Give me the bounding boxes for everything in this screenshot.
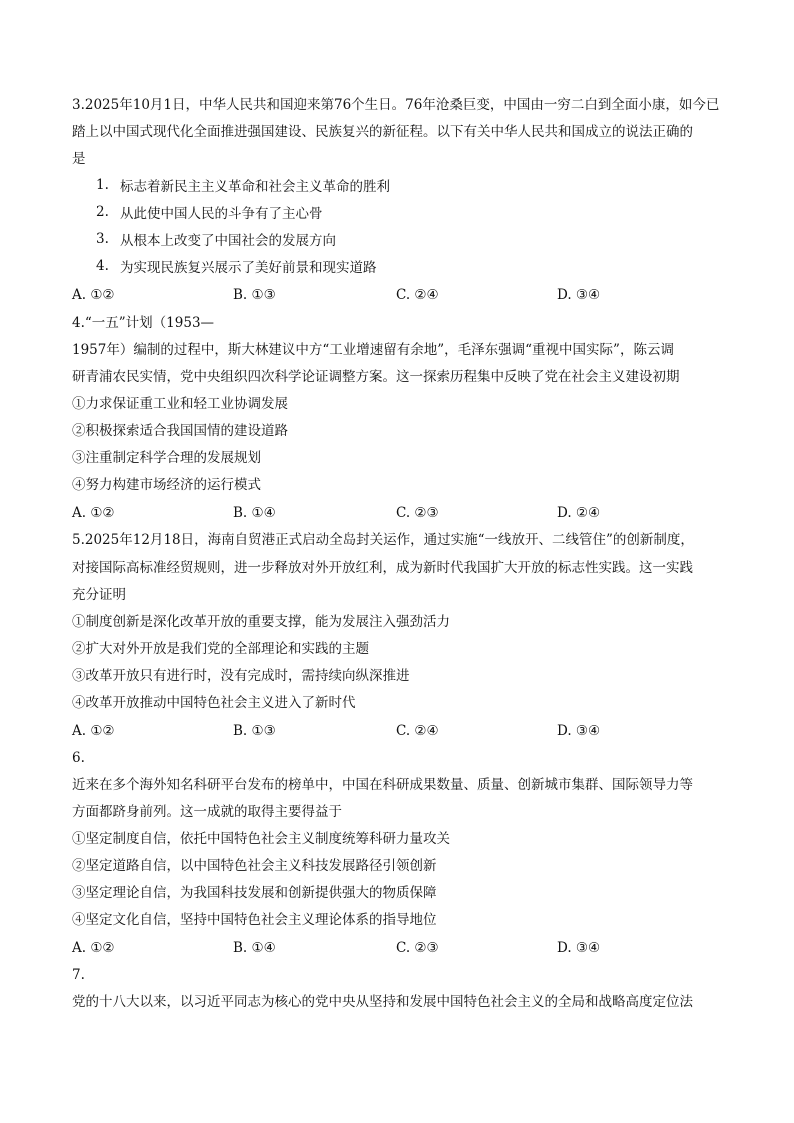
q5-statement-4: ④改革开放推动中国特色社会主义进入了新时代 [72, 695, 356, 711]
q6-option-c: C. ②③ [396, 940, 439, 956]
q6-stem-line-1: 近来在多个海外知名科研平台发布的榜单中，中国在科研成果数量、质量、创新城市集群、国际领导力等 [72, 777, 693, 793]
q3-option-d: D. ③④ [557, 287, 601, 303]
q3-option-b: B. ①③ [233, 287, 276, 303]
q3-item-text: 从根本上改变了中国社会的发展方向 [120, 233, 336, 249]
q5-option-a: A. ①② [72, 723, 115, 739]
q4-stem-line-2: 1957年）编制的过程中，斯大林建议中方“工业增速留有余地”，毛泽东强调“重视中国实际”，陈云调 [72, 342, 674, 358]
q5-stem-line-1: 5.2025年12月18日，海南自贸港正式启动全岛封关运作，通过实施“一线放开、二线管住”的创新制度， [72, 532, 694, 548]
q3-option-a: A. ①② [72, 287, 115, 303]
q3-stem-line-3: 是 [72, 151, 86, 167]
q4-statement-1: ①力求保证重工业和轻工业协调发展 [72, 396, 288, 412]
q3-item-number: 4. [96, 258, 109, 274]
q7-stem-line-1: 党的十八大以来，以习近平同志为核心的党中央从坚持和发展中国特色社会主义的全局和战略高度定位法 [72, 994, 693, 1010]
q4-option-a: A. ①② [72, 505, 115, 521]
q6-option-d: D. ③④ [557, 940, 601, 956]
q6-statement-3: ③坚定理论自信，为我国科技发展和创新提供强大的物质保障 [72, 885, 437, 901]
q3-stem-line-1: 3.2025年10月1日，中华人民共和国迎来第76个生日。76年沧桑巨变，中国由一穷二白到全面小康，如今已 [72, 97, 720, 113]
q3-item-text: 为实现民族复兴展示了美好前景和现实道路 [120, 260, 377, 276]
q5-statement-3: ③改革开放只有进行时，没有完成时，需持续向纵深推进 [72, 668, 410, 684]
q7-number: 7. [72, 967, 85, 983]
q6-option-b: B. ①④ [233, 940, 276, 956]
q4-statement-3: ③注重制定科学合理的发展规划 [72, 450, 261, 466]
q4-stem-line-3: 研青浦农民实情，党中央组织四次科学论证调整方案。这一探索历程集中反映了党在社会主义建设初期 [72, 369, 680, 385]
q5-option-b: B. ①③ [233, 723, 276, 739]
q3-item-number: 3. [96, 231, 109, 247]
q4-statement-2: ②积极探索适合我国国情的建设道路 [72, 423, 288, 439]
q4-stem-line-1: 4.“一五”计划（1953— [72, 315, 215, 331]
q5-statement-1: ①制度创新是深化改革开放的重要支撑，能为发展注入强劲活力 [72, 614, 450, 630]
q3-option-c: C. ②④ [396, 287, 439, 303]
q6-statement-1: ①坚定制度自信，依托中国特色社会主义制度统筹科研力量攻关 [72, 831, 450, 847]
q6-statement-4: ④坚定文化自信，坚持中国特色社会主义理论体系的指导地位 [72, 912, 437, 928]
q3-item-number: 2. [96, 204, 109, 220]
q4-option-d: D. ②④ [557, 505, 601, 521]
q5-stem-line-3: 充分证明 [72, 587, 126, 603]
q3-item-number: 1. [96, 177, 109, 193]
q3-item-text: 标志着新民主主义革命和社会主义革命的胜利 [120, 179, 390, 195]
q6-stem-line-2: 方面都跻身前列。这一成就的取得主要得益于 [72, 804, 342, 820]
q4-option-c: C. ②③ [396, 505, 439, 521]
q3-stem-line-2: 踏上以中国式现代化全面推进强国建设、民族复兴的新征程。以下有关中华人民共和国成立的说法正确的 [72, 124, 693, 140]
q3-item-text: 从此使中国人民的斗争有了主心骨 [120, 206, 323, 222]
q5-stem-line-2: 对接国际高标准经贸规则，进一步释放对外开放红利，成为新时代我国扩大开放的标志性实践。这一实践 [72, 560, 693, 576]
q5-statement-2: ②扩大对外开放是我们党的全部理论和实践的主题 [72, 641, 369, 657]
q4-option-b: B. ①④ [233, 505, 276, 521]
q6-statement-2: ②坚定道路自信，以中国特色社会主义科技发展路径引领创新 [72, 858, 437, 874]
q5-option-d: D. ③④ [557, 723, 601, 739]
q6-option-a: A. ①② [72, 940, 115, 956]
q5-option-c: C. ②④ [396, 723, 439, 739]
q4-statement-4: ④努力构建市场经济的运行模式 [72, 477, 261, 493]
q6-number: 6. [72, 750, 85, 766]
